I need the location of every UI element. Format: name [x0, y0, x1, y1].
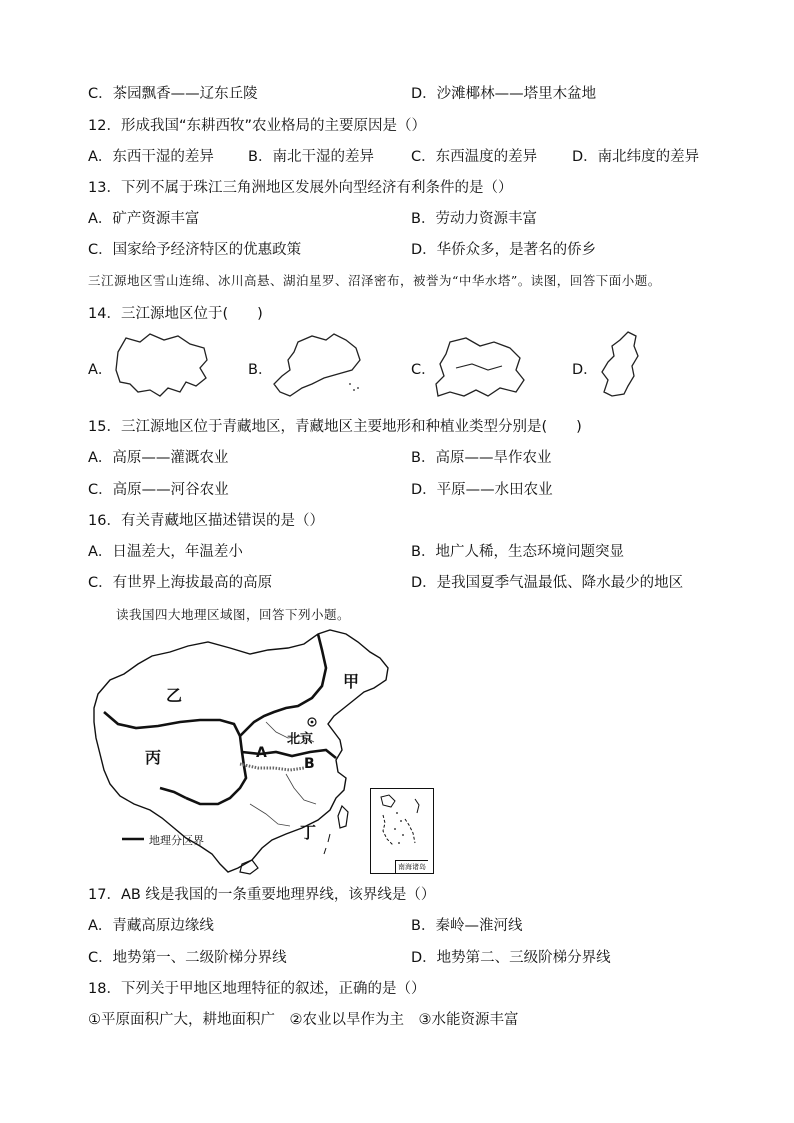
q17-option-c: C．地势第一、二级阶梯分界线: [88, 950, 287, 966]
region-label-bing: 丙: [145, 748, 162, 767]
q13-stem: 13．下列不属于珠江三角洲地区发展外向型经济有利条件的是（）: [88, 180, 513, 196]
q14-option-c: C．: [411, 362, 436, 378]
q18-items: ①平原面积广大，耕地面积广 ②农业以旱作为主 ③水能资源丰富: [88, 1012, 519, 1028]
line-label-b: B: [304, 756, 315, 772]
legend-line-icon: [122, 836, 146, 842]
q15-stem: 15．三江源地区位于青藏地区，青藏地区主要地形和种植业类型分别是( ): [88, 419, 582, 435]
q17-option-d: D．地势第二、三级阶梯分界线: [411, 950, 611, 966]
q15-option-a: A．高原——灌溉农业: [88, 450, 229, 466]
q14-option-d: D．: [572, 362, 598, 378]
q13-option-a: A．矿产资源丰富: [88, 211, 200, 227]
boundary-northeast: [240, 634, 326, 736]
q16-option-b: B．地广人稀，生态环境问题突显: [411, 544, 624, 560]
q16-stem: 16．有关青藏地区描述错误的是（）: [88, 513, 324, 529]
q12-option-c: C．东西温度的差异: [411, 149, 538, 165]
intro-sanjiangyuan: 三江源地区雪山连绵、冰川高悬、湖泊星罗、沼泽密布，被誉为“中华水塔”。读图，回答下面小题。: [88, 273, 661, 288]
q17-option-a: A．青藏高原边缘线: [88, 918, 214, 934]
q12-option-a: A．东西干湿的差异: [88, 149, 214, 165]
q13-option-b: B．劳动力资源丰富: [411, 211, 537, 227]
beijing-label: 北京: [287, 732, 314, 747]
q17-stem: 17．AB 线是我国的一条重要地理界线，该界线是（）: [88, 887, 436, 903]
boundary-north-plateau: [104, 712, 246, 804]
q18-stem: 18．下列关于甲地区地理特征的叙述，正确的是（）: [88, 981, 426, 997]
province-outline-shaanxi-henan: [432, 334, 532, 404]
q14-stem: 14．三江源地区位于( ): [88, 306, 263, 322]
q15-option-c: C．高原——河谷农业: [88, 482, 229, 498]
inset-label: 南海诸岛: [395, 860, 428, 873]
q16-option-a: A．日温差大，年温差小: [88, 544, 243, 560]
q13-option-d: D．华侨众多，是著名的侨乡: [411, 242, 597, 258]
region-label-ding: 丁: [300, 823, 317, 842]
region-label-yi: 乙: [166, 686, 183, 705]
region-label-jia: 甲: [343, 672, 360, 691]
q14-option-b: B．: [248, 362, 273, 378]
q15-option-b: B．高原——旱作农业: [411, 450, 552, 466]
q13-option-c: C．国家给予经济特区的优惠政策: [88, 242, 302, 258]
province-outline-guangdong: [268, 332, 378, 402]
ab-line: [240, 764, 304, 770]
line-label-a: A: [256, 745, 267, 761]
province-outline-qinghai: [112, 330, 212, 400]
intro-regions: 读我国四大地理区域图，回答下列小题。: [116, 607, 351, 622]
taiwan-island: [338, 806, 348, 828]
q11-option-c: C．茶园飘香——辽东丘陵: [88, 86, 258, 102]
inset-islands: [375, 793, 429, 855]
q11-option-d: D．沙滩椰林——塔里木盆地: [411, 86, 597, 102]
inset-south-china-sea: [370, 788, 434, 874]
legend-label: 地理分区界: [149, 834, 204, 847]
q12-option-d: D．南北纬度的差异: [572, 149, 700, 165]
province-outline-shanxi: [594, 328, 644, 400]
q16-option-d: D．是我国夏季气温最低、降水最少的地区: [411, 575, 684, 591]
q12-option-b: B．南北干湿的差异: [248, 149, 374, 165]
q16-option-c: C．有世界上海拔最高的高原: [88, 575, 273, 591]
q15-option-d: D．平原——水田农业: [411, 482, 553, 498]
q17-option-b: B．秦岭—淮河线: [411, 918, 523, 934]
q14-option-a: A．: [88, 362, 113, 378]
q12-stem: 12．形成我国“东耕西牧”农业格局的主要原因是（）: [88, 118, 426, 134]
